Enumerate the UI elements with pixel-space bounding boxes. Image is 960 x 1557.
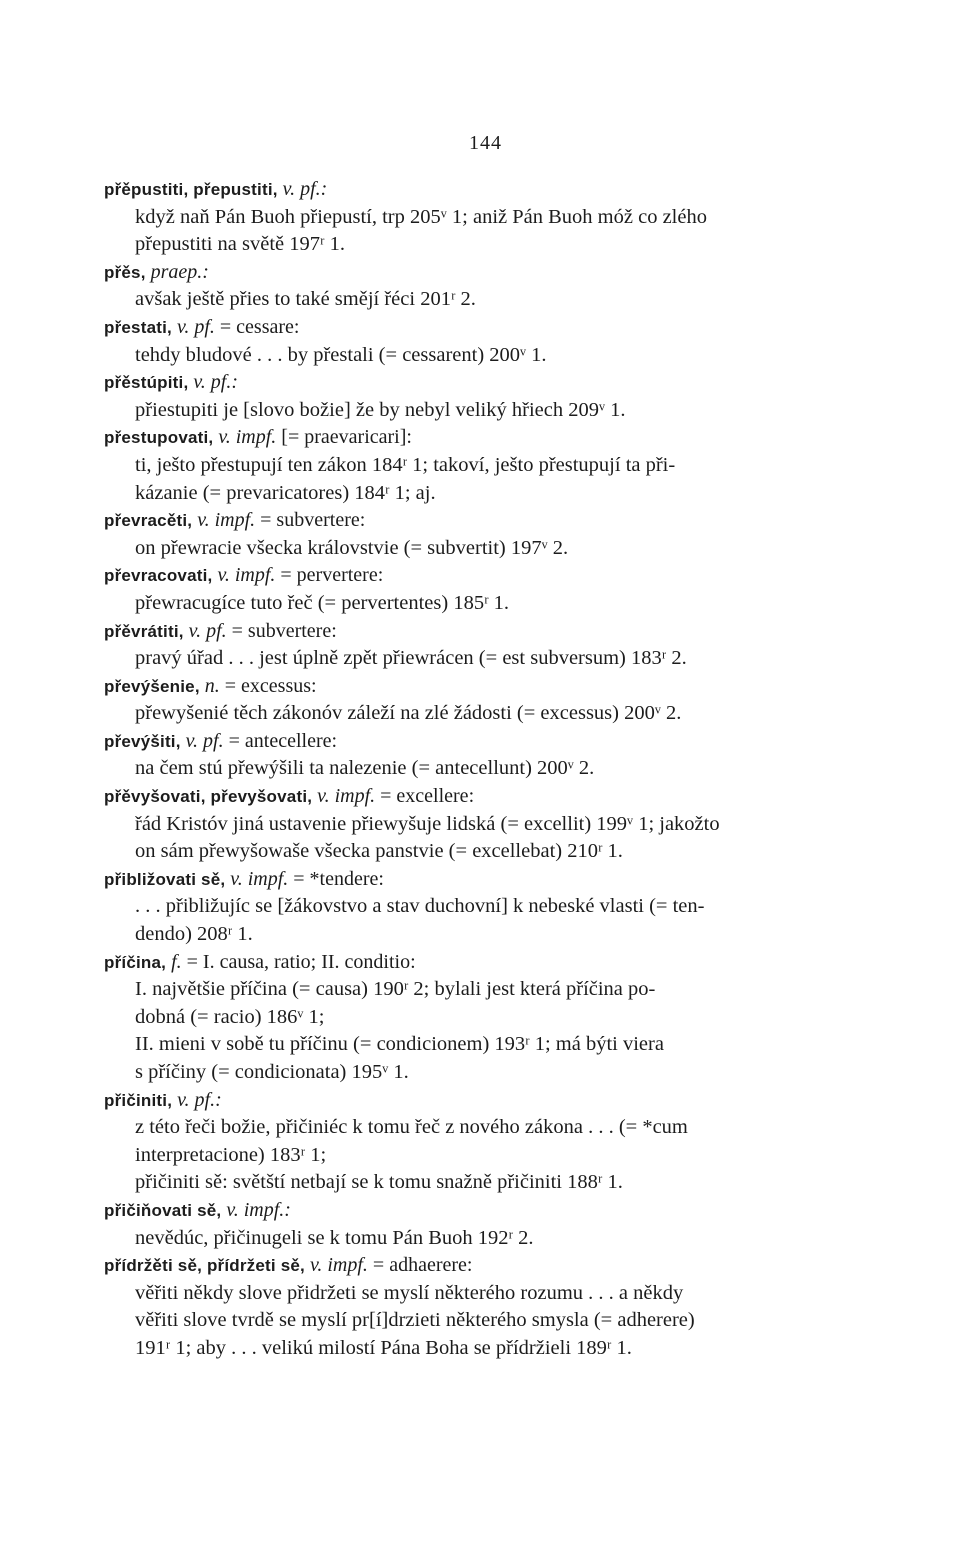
entry-header bbox=[104, 949, 874, 977]
entry-header bbox=[104, 618, 874, 646]
citation-line: věřiti někdy slove přidržeti se myslí některého rozumu . . . a někdy bbox=[135, 1281, 684, 1304]
grammar-label: v. pf. bbox=[185, 729, 224, 752]
dictionary-entry bbox=[104, 673, 874, 728]
grammar-label: v. pf. bbox=[188, 619, 227, 642]
dictionary-entry bbox=[104, 562, 874, 617]
citation-line: na čem stú přewýšili ta nalezenie (= antecellunt) 200ᵛ 2. bbox=[135, 757, 595, 780]
headword: příčina, bbox=[104, 952, 167, 972]
citation-line: přewyšenié těch zákonóv záleží na zlé žádosti (= excessus) 200ᵛ 2. bbox=[135, 702, 682, 725]
entry-header bbox=[104, 1197, 874, 1225]
entry-header bbox=[104, 259, 874, 287]
citation-line: on přewracie všecka královstvie (= subvertit) 197ᵛ 2. bbox=[135, 536, 569, 559]
citation-line: I. najvětšie příčina (= causa) 190ʳ 2; bylali jest která příčina po- bbox=[135, 978, 656, 1001]
headword: přestupovati, bbox=[104, 428, 214, 448]
entry-header bbox=[104, 1252, 874, 1280]
latin-equivalent: = cessare: bbox=[219, 315, 300, 338]
citation-line: 191ʳ 1; aby . . . velikú milostí Pána Boha se přídržieli 189ʳ 1. bbox=[135, 1336, 632, 1359]
latin-equivalent: = antecellere: bbox=[228, 729, 338, 752]
latin-equivalent: = *tendere: bbox=[293, 867, 384, 890]
entry-header bbox=[104, 673, 874, 701]
citation-line: přičiniti sě: světští netbají se k tomu snažně přičiniti 188ʳ 1. bbox=[135, 1171, 623, 1194]
citation-line: dendo) 208ʳ 1. bbox=[135, 923, 253, 946]
dictionary-entry bbox=[104, 1087, 874, 1197]
grammar-label: f. bbox=[171, 950, 182, 973]
citation-line: dobná (= racio) 186ᵛ 1; bbox=[135, 1005, 325, 1028]
grammar-label: n. bbox=[204, 674, 220, 697]
grammar-label: v. impf. bbox=[309, 1254, 368, 1277]
latin-equivalent: = subvertere: bbox=[231, 619, 337, 642]
entry-header bbox=[104, 369, 874, 397]
grammar-label: v. pf.: bbox=[282, 178, 328, 200]
headword: přídržěti sě, přídržeti sě, bbox=[104, 1256, 305, 1276]
citation-line: věřiti slove tvrdě se myslí pr[í]drzieti některého smysla (= adherere) bbox=[135, 1309, 695, 1332]
entry-header bbox=[104, 783, 874, 811]
latin-equivalent: = adhaerere: bbox=[372, 1254, 473, 1277]
headword: přěpustiti, přepustiti, bbox=[104, 180, 278, 199]
grammar-label: v. pf.: bbox=[193, 371, 238, 394]
citation-line: přepustiti na světě 197ʳ 1. bbox=[135, 233, 345, 256]
dictionary-entry bbox=[104, 369, 874, 424]
dictionary-entry bbox=[104, 1197, 874, 1252]
citation-line: II. mieni v sobě tu příčinu (= condicionem) 193ʳ 1; má býti viera bbox=[135, 1033, 664, 1056]
entry-header bbox=[104, 562, 874, 590]
citation-line: on sám přewyšowaše všecka panstvie (= excellebat) 210ʳ 1. bbox=[135, 840, 623, 863]
headword: převýšiti, bbox=[104, 731, 181, 751]
entry-header bbox=[104, 1087, 874, 1115]
citation-line: přiestupiti je [slovo božie] že by nebyl veliký hřiech 209ᵛ 1. bbox=[135, 398, 626, 421]
dictionary-entries bbox=[104, 176, 874, 1363]
headword: přibližovati sě, bbox=[104, 869, 226, 889]
dictionary-entry bbox=[104, 1252, 874, 1362]
citation-line: když naň Pán Buoh přiepustí, trp 205ᵛ 1; aniž Pán Buoh móž co zlého bbox=[135, 205, 707, 228]
citation-line: interpretacione) 183ʳ 1; bbox=[135, 1143, 327, 1166]
dictionary-entry bbox=[104, 424, 874, 507]
headword: přičiniti, bbox=[104, 1090, 173, 1110]
headword: převracěti, bbox=[104, 511, 193, 531]
grammar-label: v. impf. bbox=[217, 564, 276, 587]
grammar-label: praep.: bbox=[150, 260, 209, 283]
entry-header bbox=[104, 424, 874, 452]
grammar-label: v. impf. bbox=[218, 426, 277, 449]
headword: převracovati, bbox=[104, 566, 213, 586]
headword: přěvrátiti, bbox=[104, 621, 184, 641]
citation-line: . . . přibližujíc se [žákovstvo a stav duchovní] k nebeské vlasti (= ten- bbox=[135, 895, 705, 918]
latin-equivalent: [= praevaricari]: bbox=[281, 426, 412, 449]
dictionary-entry bbox=[104, 728, 874, 783]
latin-equivalent: = excessus: bbox=[224, 674, 317, 697]
entry-header bbox=[104, 507, 874, 535]
latin-equivalent: = pervertere: bbox=[280, 564, 384, 587]
grammar-label: v. impf.: bbox=[226, 1198, 291, 1221]
headword: přestati, bbox=[104, 317, 172, 337]
citation-line: ti, ješto přestupují ten zákon 184ʳ 1; takoví, ješto přestupují ta při- bbox=[135, 453, 676, 476]
grammar-label: v. impf. bbox=[317, 785, 376, 808]
dictionary-entry bbox=[104, 507, 874, 562]
entry-header bbox=[104, 728, 874, 756]
grammar-label: v. pf.: bbox=[177, 1088, 222, 1111]
citation-line: s příčiny (= condicionata) 195ᵛ 1. bbox=[135, 1061, 409, 1083]
dictionary-entry bbox=[104, 949, 874, 1087]
latin-equivalent: = I. causa, ratio; II. conditio: bbox=[186, 950, 416, 973]
dictionary-entry bbox=[104, 259, 874, 314]
grammar-label: v. impf. bbox=[230, 867, 289, 890]
entry-header bbox=[104, 866, 874, 894]
dictionary-entry bbox=[104, 314, 874, 369]
citation-line: nevědúc, přičinugeli se k tomu Pán Buoh 192ʳ 2. bbox=[135, 1226, 534, 1249]
dictionary-entry bbox=[104, 176, 874, 259]
citation-line: pravý úřad . . . jest úplně zpět přiewrácen (= est subversum) 183ʳ 2. bbox=[135, 647, 687, 670]
headword: přěstúpiti, bbox=[104, 373, 189, 393]
dictionary-entry bbox=[104, 866, 874, 949]
citation-line: z této řeči božie, přičiniéc k tomu řeč z nového zákona . . . (= *cum bbox=[135, 1116, 688, 1139]
dictionary-entry bbox=[104, 783, 874, 866]
dictionary-entry bbox=[104, 618, 874, 673]
citation-line: avšak ještě přies to také smějí řéci 201ʳ 2. bbox=[135, 288, 476, 311]
grammar-label: v. pf. bbox=[176, 315, 215, 338]
page-number: 144 bbox=[469, 132, 502, 154]
headword: převýšenie, bbox=[104, 676, 200, 696]
latin-equivalent: = excellere: bbox=[380, 785, 475, 808]
citation-line: přewracugíce tuto řeč (= pervertentes) 185ʳ 1. bbox=[135, 591, 510, 614]
headword: přěvyšovati, převyšovati, bbox=[104, 787, 313, 807]
headword: přěs, bbox=[104, 262, 146, 282]
entry-header bbox=[104, 314, 874, 342]
latin-equivalent: = subvertere: bbox=[260, 509, 366, 532]
entry-header bbox=[104, 176, 874, 204]
citation-line: kázanie (= prevaricatores) 184ʳ 1; aj. bbox=[135, 481, 436, 504]
grammar-label: v. impf. bbox=[197, 509, 256, 532]
headword: přičiňovati sě, bbox=[104, 1200, 222, 1220]
citation-line: řád Kristóv jiná ustavenie přiewyšuje lidská (= excellit) 199ᵛ 1; jakožto bbox=[135, 812, 720, 835]
citation-line: tehdy bludové . . . by přestali (= cessarent) 200ᵛ 1. bbox=[135, 343, 547, 366]
